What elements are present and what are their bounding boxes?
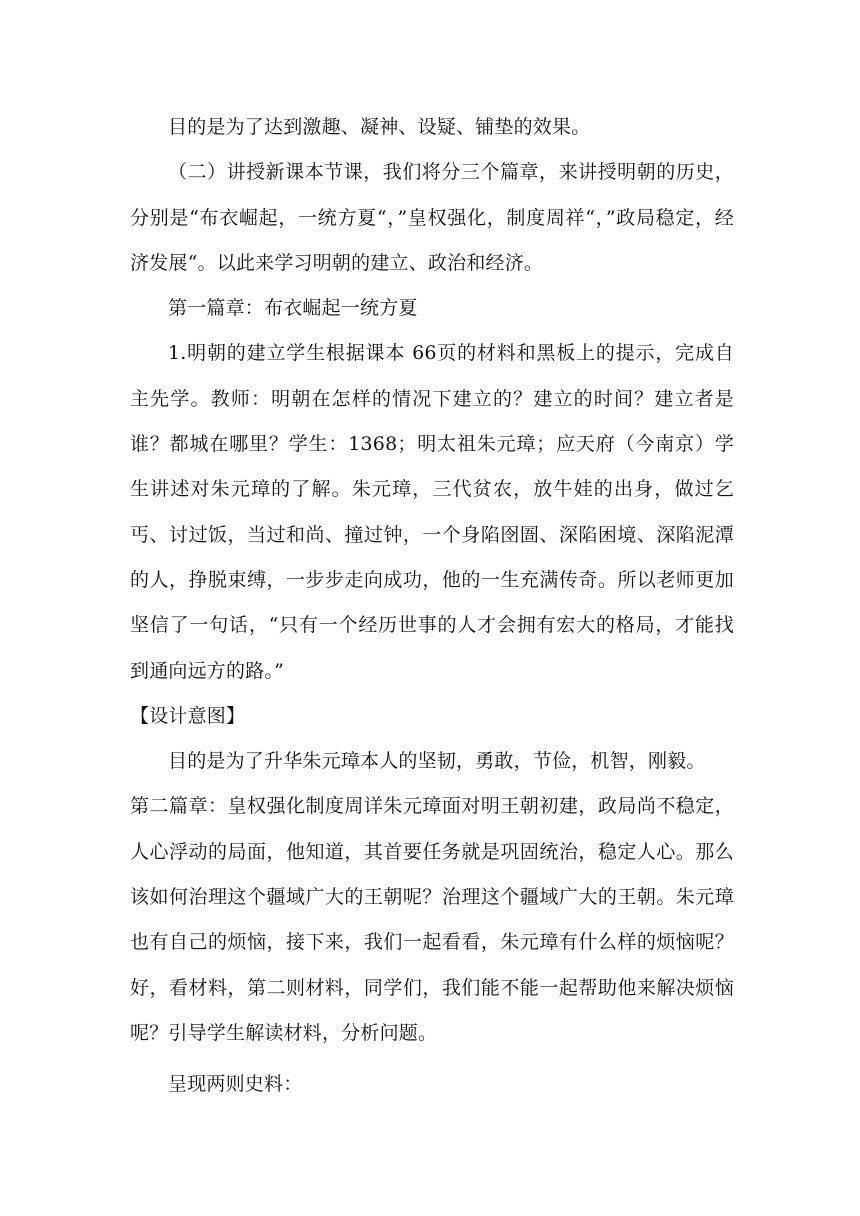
- paragraph-chapter-1-title: 第一篇章：布衣崛起一统方夏: [168, 297, 418, 320]
- document-body: [130, 105, 734, 1108]
- paragraph-purpose-2: 目的是为了升华朱元璋本人的坚韧，勇敢，节俭，机智，刚毅。: [168, 750, 706, 773]
- paragraph-sources: 呈现两则史料：: [168, 1073, 303, 1096]
- paragraph-chapter-2: 第二篇章：皇权强化制度周详朱元璋面对明王朝初建，政局尚不稳定，人心浮动的局面，他知道，其首要任务就是巩固统治，稳定人心。那么该如何治理这个疆域广大的王朝呢？治理这个疆域广大的王朝。朱元璋也有自己的烦恼，接下来，我们一起看看，朱元璋有什么样的烦恼呢？好，看材料，第二则材料，同学们，我们能不能一起帮助他来解决烦恼呢？引导学生解读材料，分析问题。: [130, 795, 734, 1044]
- paragraph-ming-founding: 1.明朝的建立学生根据课本 66页的材料和黑板上的提示，完成自主先学。教师：明朝在怎样的情况下建立的？建立的时间？建立者是谁？都城在哪里？学生：1368；明太祖朱元璋；应天府（今南京）学生讲述对朱元璋的了解。朱元璋，三代贫农，放牛娃的出身，做过乞丐、讨过饭，当过和尚、撞过钟，一个身陷囹圄、深陷困境、深陷泥潭的人，挣脱束缚，一步步走向成功，他的一生充满传奇。所以老师更加坚信了一句话，“只有一个经历世事的人才会拥有宏大的格局，才能找到通向远方的路。”: [130, 342, 734, 682]
- paragraph-new-lesson: （二）讲授新课本节课，我们将分三个篇章，来讲授明朝的历史，分别是“布衣崛起，一统方夏“，”皇权强化，制度周祥“，”政局稳定，经济发展“。以此来学习明朝的建立、政治和经济。: [130, 161, 734, 274]
- paragraph-design-intent: 【设计意图】: [130, 704, 246, 727]
- paragraph-purpose-1: 目的是为了达到激趣、凝神、设疑、铺垫的效果。: [168, 116, 591, 138]
